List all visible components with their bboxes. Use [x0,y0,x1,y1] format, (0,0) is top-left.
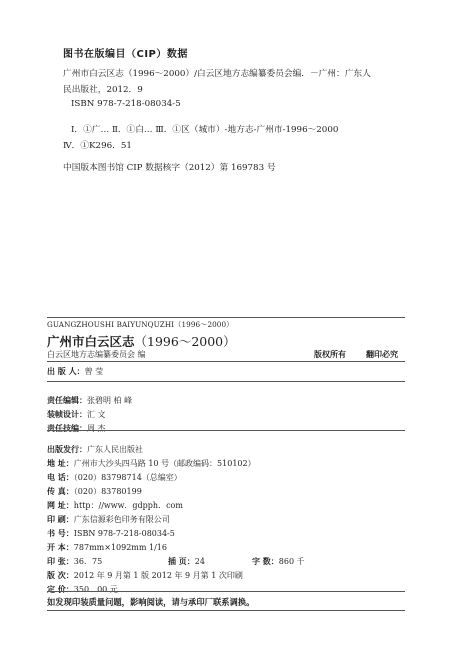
editor-value: 汇 文 [87,410,106,419]
editor-value: 周 杰 [87,424,106,433]
publication-label: 书 号： [47,529,74,538]
publication-label: 印 刷： [47,515,74,524]
sheets-value: 36．75 [73,557,103,566]
publication-value: ISBN 978-7-218-08034-5 [73,529,175,538]
editor-value: 张碧明 柏 峰 [87,396,133,405]
publication-value: 广东人民出版社 [87,445,143,454]
format-value: 787mm×1092mm 1/16 [73,543,167,552]
rights-reserved: 版权所有 [314,350,346,359]
editor-label: 责任技编： [47,424,87,433]
format-label: 开 本： [47,543,74,552]
publication-label: 地 址： [47,459,74,468]
words-value: 860 千 [278,557,305,566]
book-title [47,332,236,350]
edition-value: 2012 年 9 月第 1 版 2012 年 9 月第 1 次印刷 [73,571,243,580]
publication-label: 出版发行： [47,445,87,454]
cip-classification-line: Ⅳ．①K296．51 [63,141,132,151]
cip-description-line: 民出版社，2012．9 [63,85,143,95]
publication-value: 广州市大沙头四马路 10 号（邮政编码：510102） [73,459,256,468]
divider [47,430,405,431]
words-label: 字 数： [252,557,279,566]
divider [47,381,405,382]
publication-value: （020）83798714（总编室） [73,473,182,482]
price-label: 定 价： [47,585,74,594]
book-author: 白云区地方志编纂委员会 编 [47,350,146,359]
cip-record-number: 中国版本图书馆 CIP 数据核字（2012）第 169783 号 [63,163,276,173]
sheets-label: 印 张： [47,557,74,566]
divider [47,317,405,318]
divider [47,610,405,611]
plates-label: 插 页： [168,557,195,566]
editor-label: 责任编辑： [47,396,87,405]
quality-notice: 如发现印装质量问题，影响阅读，请与承印厂联系调换。 [47,597,255,607]
plates-value: 24 [194,557,205,566]
editor-label: 装帧设计： [47,410,87,419]
editor-row [47,416,106,435]
edition-label: 版 次： [47,571,74,580]
price-value: 350．00 元 [73,585,118,594]
divider [47,361,405,362]
publication-value: 广东信源彩色印务有限公司 [73,515,170,524]
book-title-text: 广州市白云区志 [47,334,135,349]
cip-isbn: ISBN 978-7-218-08034-5 [71,99,181,109]
publication-value: http：//www．gdpph．com [73,501,183,510]
words-row [252,549,305,568]
book-title-years: （1996～2000） [134,334,236,349]
cip-heading: 图书在版编目（CIP）数据 [63,49,188,60]
divider [47,591,405,592]
publication-label: 网 址： [47,501,74,510]
publication-label: 传 真： [47,487,74,496]
publisher-head-value: 曾 莹 [84,367,104,376]
price-row [47,577,118,596]
publisher-head-row [47,366,103,377]
publisher-head-label: 出 版 人： [47,367,85,376]
cip-classification-line: Ⅰ．①广… Ⅱ．①白… Ⅲ．①区（城市）-地方志-广州市-1996～2000 [71,125,339,135]
pinyin-title: GUANGZHOUSHI BAIYUNQUZHI（1996～2000） [47,320,234,329]
reprint-prohibited: 翻印必究 [366,350,398,359]
publication-label: 电 话： [47,473,74,482]
cip-description-line: 广州市白云区志（1996～2000）/白云区地方志编纂委员会编．－广州：广东人 [63,69,371,79]
publication-value: （020）83780199 [73,487,142,496]
